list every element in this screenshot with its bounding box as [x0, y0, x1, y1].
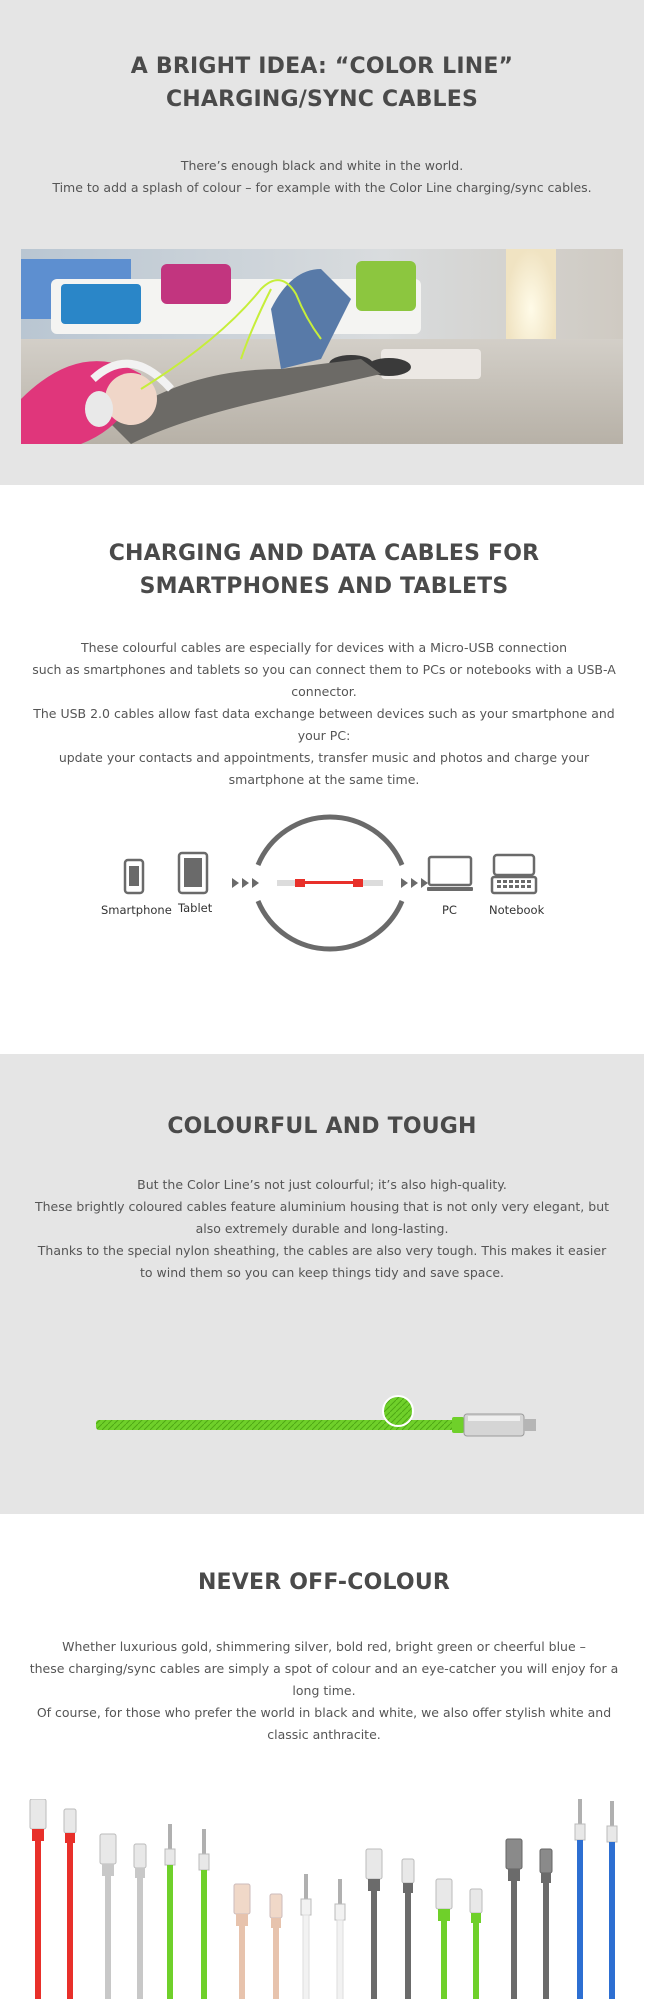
green-cable: [436, 1879, 482, 1999]
description-line: update your contacts and appointments, transfer music and photos and charge your smartphone at the same time.: [58, 750, 590, 787]
tablet-icon: [179, 853, 207, 893]
description-line: The USB 2.0 cables allow fast data exchange between devices such as your smartphone and your PC:: [33, 706, 615, 743]
description-line: Whether luxurious gold, shimmering silver, bold red, bright green or cheerful blue –: [62, 1639, 586, 1654]
notebook-icon: [492, 855, 536, 893]
pc-monitor-icon: [427, 857, 473, 891]
green-cable: [165, 1824, 209, 1999]
description-line: Of course, for those who prefer the world in black and white, we also offer stylish white and classic anthracite.: [36, 1705, 612, 1742]
connection-diagram: [95, 805, 550, 965]
intro-line: Time to add a splash of colour – for example with the Color Line charging/sync cables.: [52, 180, 592, 195]
gold-cable: [234, 1884, 282, 1999]
section-title: CHARGING AND DATA CABLES FOR SMARTPHONES AND TABLETS: [108, 541, 540, 599]
pc-label: PC: [442, 903, 457, 917]
description-text: [24, 637, 624, 791]
description-line: But the Color Line’s not just colourful; it’s also high-quality.: [137, 1177, 507, 1192]
description-line: These brightly coloured cables feature aluminium housing that is not only very elegant, but also extremely durable and long-lasting.: [34, 1199, 610, 1236]
smartphone-icon: [125, 860, 143, 893]
anthracite-cable: [506, 1839, 552, 1999]
notebook-label: Notebook: [489, 903, 545, 917]
white-cable: [301, 1874, 345, 1999]
anthracite-cable: [366, 1849, 414, 1999]
smartphone-label: Smartphone: [101, 903, 172, 917]
section-charging-data-cables: [0, 485, 648, 1054]
green-nylon-cable-image: [96, 1376, 546, 1456]
description-text: [24, 1636, 624, 1746]
red-cable: [30, 1799, 76, 1999]
section-title: A BRIGHT IDEA: “COLOR LINE” CHARGING/SYNC CABLES: [130, 54, 514, 112]
section-bright-idea: [0, 0, 644, 485]
arrow-right-icon: [232, 878, 259, 888]
description-line: such as smartphones and tablets so you can connect them to PCs or notebooks with a USB-A connector.: [32, 662, 616, 699]
description-line: These colourful cables are especially for devices with a Micro-USB connection: [80, 640, 568, 655]
description-line: Thanks to the special nylon sheathing, the cables are also very tough. This makes it easier to wind them so you can keep things tidy and save space.: [37, 1243, 607, 1280]
intro-text: [0, 155, 644, 199]
tablet-label: Tablet: [178, 901, 213, 915]
arrow-right-icon: [401, 878, 428, 888]
intro-line: There’s enough black and white in the world.: [180, 158, 464, 173]
silver-cable: [100, 1834, 146, 1999]
woman-with-headphones-photo: [21, 249, 623, 444]
section-colourful-tough: [0, 1054, 644, 1514]
section-title: COLOURFUL AND TOUGH: [167, 1114, 477, 1139]
section-never-off-colour: [0, 1514, 648, 1995]
usb-cable-icon: [277, 879, 383, 887]
blue-cable: [575, 1799, 617, 1999]
description-line: these charging/sync cables are simply a spot of colour and an eye-catcher you will enjoy for a long time.: [29, 1661, 619, 1698]
section-title: NEVER OFF-COLOUR: [197, 1570, 451, 1595]
cable-colour-lineup-image: [20, 1799, 630, 1999]
description-text: [30, 1174, 614, 1284]
